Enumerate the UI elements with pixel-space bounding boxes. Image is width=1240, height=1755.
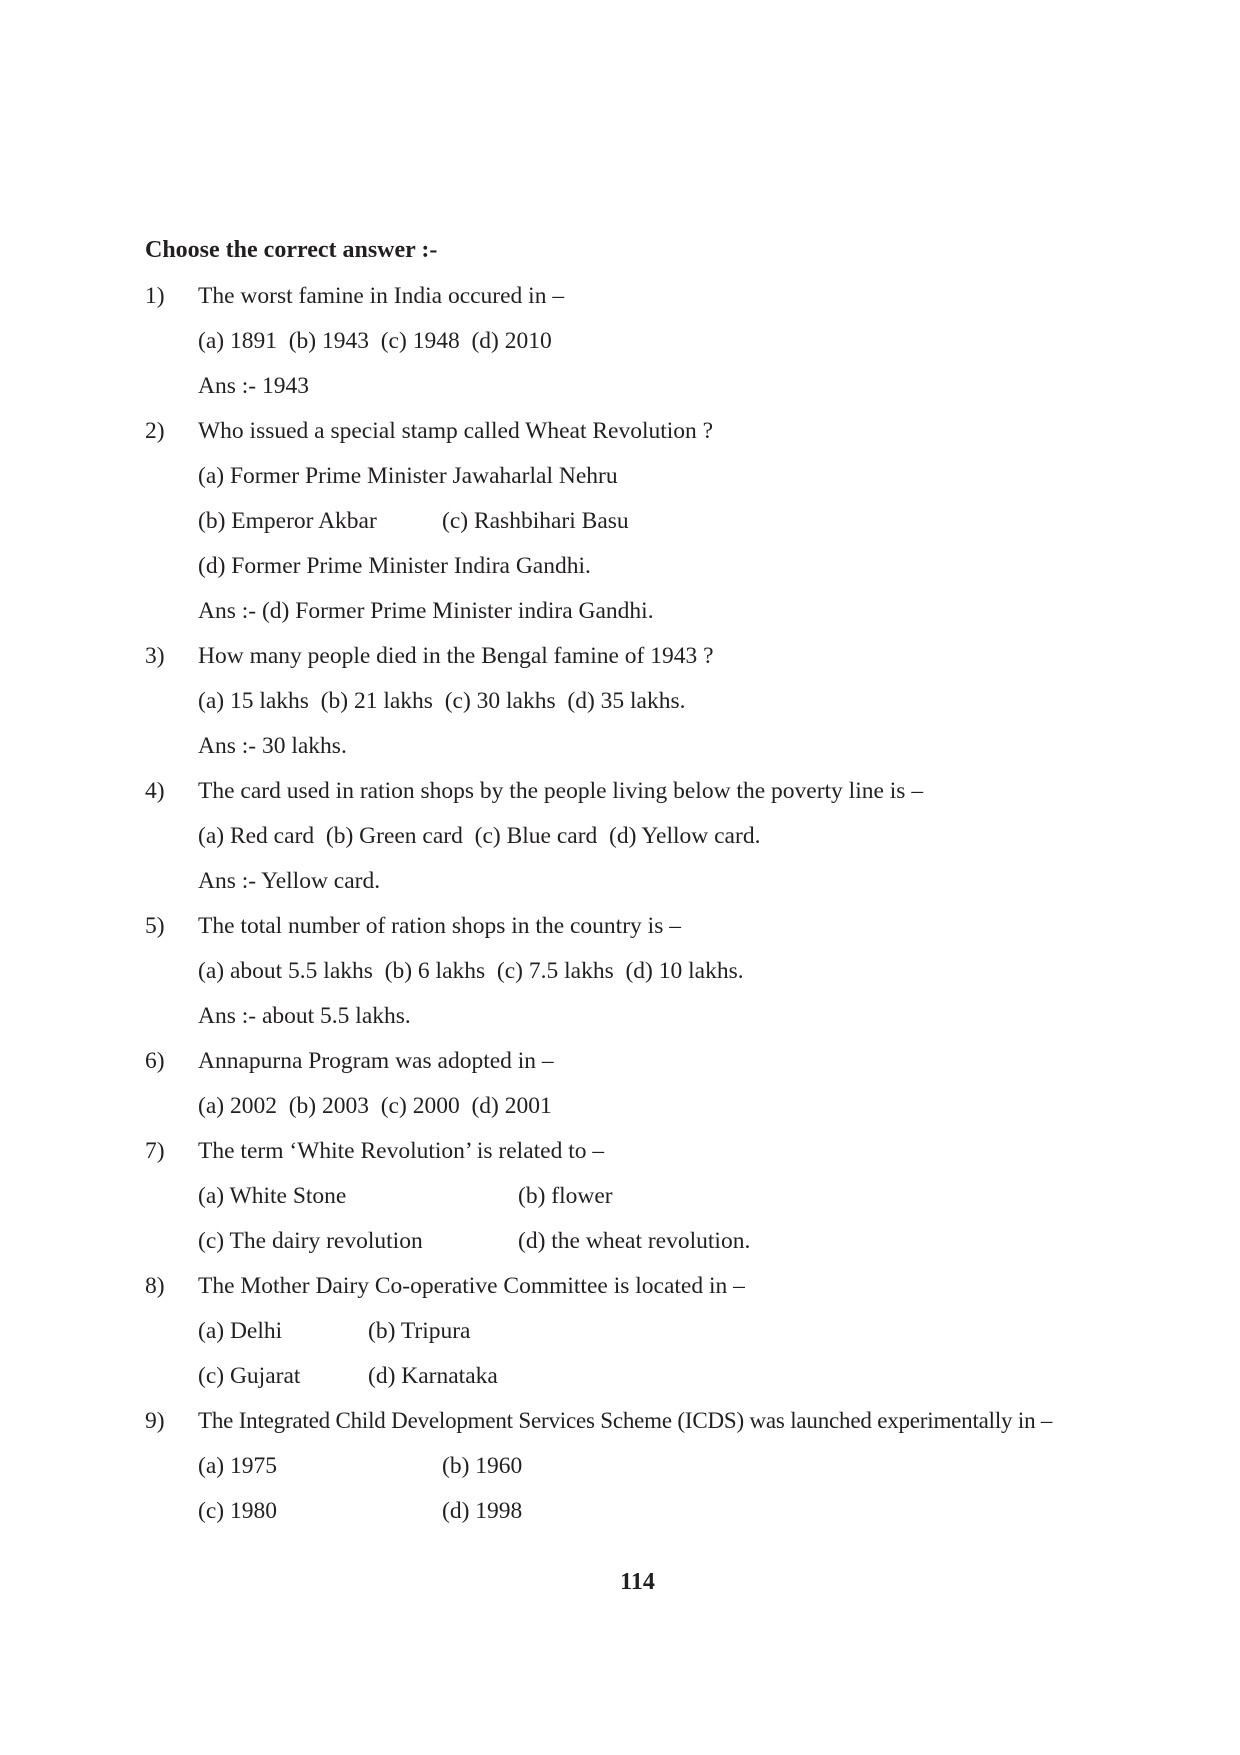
question-7-option-c: (c) The dairy revolution [198,1228,423,1254]
question-9-option-c: (c) 1980 [198,1498,277,1524]
question-2-number: 2) [145,418,165,444]
question-3-answer: Ans :- 30 lakhs. [198,733,347,759]
question-3-text: How many people died in the Bengal famine of 1943 ? [198,643,714,669]
question-7-option-a: (a) White Stone [198,1183,347,1209]
question-2-option-c: (c) Rashbihari Basu [442,508,629,534]
question-8-option-d: (d) Karnataka [368,1363,498,1389]
question-2-option-b: (b) Emperor Akbar [198,508,377,534]
question-4-options: (a) Red card (b) Green card (c) Blue card (d) Yellow card. [198,823,761,849]
question-2-option-a: (a) Former Prime Minister Jawaharlal Nehru [198,463,618,489]
question-9-option-a: (a) 1975 [198,1453,277,1479]
question-9-option-b: (b) 1960 [442,1453,523,1479]
question-5-options: (a) about 5.5 lakhs (b) 6 lakhs (c) 7.5 lakhs (d) 10 lakhs. [198,958,744,984]
question-2-answer: Ans :- (d) Former Prime Minister indira Gandhi. [198,598,654,624]
page-number: 114 [620,1569,655,1595]
section-heading: Choose the correct answer :- [145,237,438,263]
question-4-number: 4) [145,778,165,804]
question-1-answer: Ans :- 1943 [198,373,309,399]
question-5-number: 5) [145,913,165,939]
question-6-text: Annapurna Program was adopted in – [198,1048,554,1074]
question-2-text: Who issued a special stamp called Wheat Revolution ? [198,418,714,444]
question-3-options: (a) 15 lakhs (b) 21 lakhs (c) 30 lakhs (d) 35 lakhs. [198,688,686,714]
question-7-text: The term ‘White Revolution’ is related to – [198,1138,605,1164]
question-9-number: 9) [145,1408,165,1434]
question-5-text: The total number of ration shops in the country is – [198,913,681,939]
question-6-options: (a) 2002 (b) 2003 (c) 2000 (d) 2001 [198,1093,552,1119]
question-9-option-d: (d) 1998 [442,1498,523,1524]
question-1-number: 1) [145,283,165,309]
question-1-options: (a) 1891 (b) 1943 (c) 1948 (d) 2010 [198,328,552,354]
question-8-text: The Mother Dairy Co-operative Committee is located in – [198,1273,745,1299]
question-4-answer: Ans :- Yellow card. [198,868,381,894]
question-3-number: 3) [145,643,165,669]
question-7-option-d: (d) the wheat revolution. [518,1228,751,1254]
question-8-option-a: (a) Delhi [198,1318,283,1344]
question-8-number: 8) [145,1273,165,1299]
question-7-option-b: (b) flower [518,1183,613,1209]
question-1-text: The worst famine in India occured in – [198,283,565,309]
question-2-option-d: (d) Former Prime Minister Indira Gandhi. [198,553,591,579]
question-8-option-b: (b) Tripura [368,1318,471,1344]
question-7-number: 7) [145,1138,165,1164]
question-9-text: The Integrated Child Development Services Scheme (ICDS) was launched experimentally in – [198,1408,1053,1433]
question-5-answer: Ans :- about 5.5 lakhs. [198,1003,411,1029]
question-6-number: 6) [145,1048,165,1074]
question-8-option-c: (c) Gujarat [198,1363,301,1389]
question-4-text: The card used in ration shops by the people living below the poverty line is – [198,778,924,804]
